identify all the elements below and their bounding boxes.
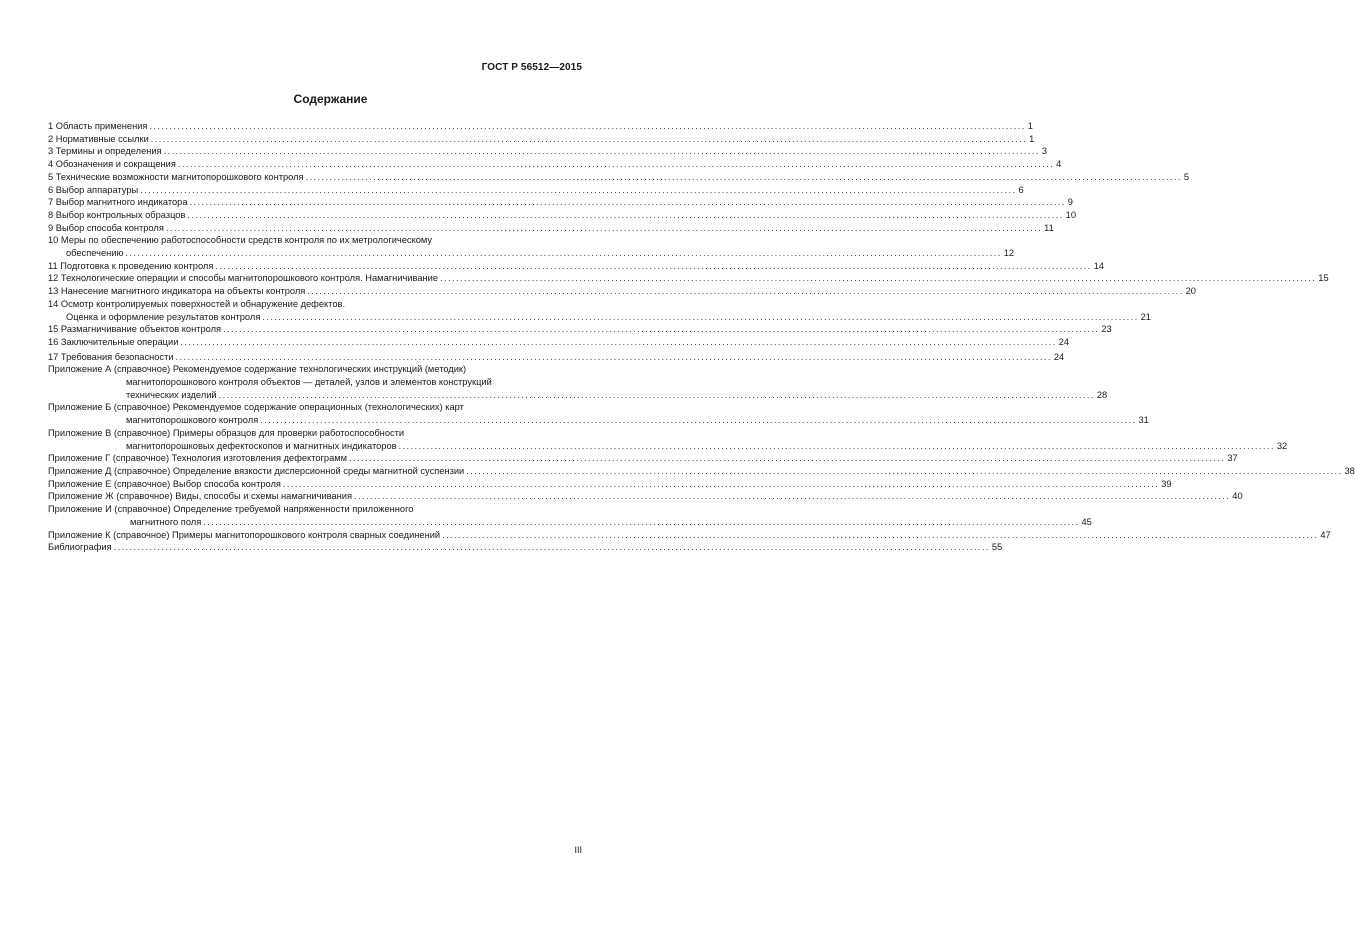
toc-leader-dots: ............................................................................................................................................................................................................................ [180,336,1057,347]
toc-page-number: 28 [1096,389,1108,400]
toc-leader-dots: ............................................................................................................................................................................................................................ [189,197,1066,208]
toc-entry-line: Приложение Б (справочное) Рекомендуемое содержание операционных (технологических) карт [48,402,464,413]
table-of-contents [48,120,1355,554]
toc-page-number: 15 [1318,273,1329,284]
toc-page-number: 31 [1138,415,1149,426]
toc-leader-dots: ............................................................................................................................................................................................................................ [175,351,1052,362]
toc-leader-dots: ............................................................................................................................................................................................................................ [150,133,1028,144]
toc-page-number: 14 [1093,260,1104,271]
toc-entry-line: Приложение В (справочное) Примеры образцов для проверки работоспособности [48,427,405,438]
toc-leader-dots: ............................................................................................................................................................................................................................ [113,542,990,553]
toc-page-number: 4 [1056,159,1062,170]
toc-entry-title: магнитопорошкового контроля [126,415,259,426]
toc-leader-dots: ............................................................................................................................................................................................................................ [354,491,1231,502]
toc-entry[interactable] [48,541,1003,554]
toc-entry-title: Оценка и оформление результатов контроля [66,311,261,322]
toc-leader-dots: ............................................................................................................................................................................................................................ [163,146,1040,157]
toc-leader-dots: ............................................................................................................................................................................................................................ [218,389,1095,400]
toc-entry[interactable] [48,427,1288,452]
toc-leader-dots: ............................................................................................................................................................................................................................ [305,171,1182,182]
toc-entry[interactable] [48,465,1355,478]
toc-entry-title: 11 Подготовка к проведению контроля [48,260,214,271]
toc-entry-line: Приложение И (справочное) Определение требуемой напряженности приложенного [48,504,414,515]
toc-entry-title: Приложение Г (справочное) Технология изготовления дефектограмм [48,453,348,464]
toc-entry-title: Приложение К (справочное) Примеры магнитопорошкового контроля сварных соединений [48,529,441,540]
toc-leader-dots: ............................................................................................................................................................................................................................ [442,529,1319,540]
toc-entry-line: 10 Меры по обеспечению работоспособности средств контроля по их метрологическому [48,235,433,246]
toc-entry-title: Приложение Д (справочное) Определение вязкости дисперсионной среды магнитной суспензии [48,465,465,476]
toc-entry[interactable] [48,490,1243,503]
toc-entry-title: 9 Выбор способа контроля [48,222,164,233]
page-number: III [574,845,582,855]
toc-entry-title: Приложение Ж (справочное) Виды, способы и схемы намагничивания [48,491,353,502]
toc-entry-title: Приложение Е (справочное) Выбор способа контроля [48,478,281,489]
toc-entry-title: 4 Обозначения и сокращения [48,159,176,170]
toc-entry-line: Приложение А (справочное) Рекомендуемое содержание технологических инструкций (методик) [48,364,467,375]
toc-entry-title: 13 Нанесение магнитного индикатора на объекты контроля [48,286,306,297]
toc-leader-dots: ............................................................................................................................................................................................................................ [149,121,1026,131]
toc-entry[interactable] [48,260,1104,273]
toc-entry-title: Библиография [48,542,112,553]
toc-leader-dots: ............................................................................................................................................................................................................................ [215,260,1092,271]
toc-leader-dots: ............................................................................................................................................................................................................................ [203,516,1080,527]
toc-page-number: 32 [1276,440,1288,451]
toc-entry-title: 3 Термины и определения [48,146,162,157]
toc-page-number: 24 [1058,336,1070,347]
toc-entry[interactable] [48,120,1033,133]
toc-entry[interactable] [48,222,1054,235]
toc-entry[interactable] [48,196,1073,209]
toc-entry[interactable] [48,234,1015,259]
toc-entry-title: 6 Выбор аппаратуры [48,184,139,195]
toc-entry-title: магнитного поля [130,516,202,527]
toc-entry[interactable] [48,401,1149,426]
toc-entry[interactable] [48,184,1024,197]
toc-page-number: 6 [1018,184,1024,195]
toc-entry[interactable] [48,158,1062,171]
toc-leader-dots: ............................................................................................................................................................................................................................ [140,184,1017,195]
toc-entry-title: 1 Область применения [48,121,148,131]
toc-entry[interactable] [48,323,1112,336]
toc-page-number: 11 [1044,222,1054,233]
toc-page-number: 12 [1003,248,1015,259]
toc-entry-title: 12 Технологические операции и способы магнитопорошкового контроля. Намагничивание [48,273,439,284]
toc-entry-line: магнитопорошкового контроля объектов — деталей, узлов и элементов конструкций [126,377,492,388]
toc-entry[interactable] [48,336,1070,349]
toc-leader-dots: ............................................................................................................................................................................................................................ [177,159,1055,170]
toc-entry[interactable] [48,452,1238,465]
toc-entry[interactable] [48,133,1035,146]
toc-leader-dots: ............................................................................................................................................................................................................................ [398,440,1275,451]
toc-entry[interactable] [48,298,1151,323]
toc-page-number: 5 [1183,171,1190,182]
toc-leader-dots: ............................................................................................................................................................................................................................ [349,453,1226,464]
toc-entry-title: магнитопорошковых дефектоскопов и магнитных индикаторов [126,440,397,451]
toc-leader-dots: ............................................................................................................................................................................................................................ [262,311,1139,322]
toc-leader-dots: ............................................................................................................................................................................................................................ [307,286,1184,297]
toc-entry-title: 2 Нормативные ссылки [48,133,149,144]
toc-page-number: 23 [1101,324,1112,335]
toc-page-number: 1 [1029,133,1035,144]
toc-page-number: 9 [1067,197,1073,208]
toc-entry-title: 16 Заключительные операции [48,336,179,347]
toc-page-number: 37 [1227,453,1238,464]
toc-entry[interactable] [48,503,1092,528]
toc-entry-title: технических изделий [126,389,217,400]
toc-page-number: 40 [1232,491,1243,502]
toc-entry[interactable] [48,478,1172,491]
toc-entry[interactable] [48,209,1077,222]
toc-entry[interactable] [48,529,1331,542]
toc-page-number: 24 [1053,351,1065,362]
toc-leader-dots: ............................................................................................................................................................................................................................ [125,248,1002,259]
toc-entry[interactable] [48,272,1329,285]
page-title: Содержание [293,92,368,106]
toc-entry-title: 17 Требования безопасности [48,351,174,362]
toc-entry[interactable] [48,285,1196,298]
toc-entry[interactable] [48,351,1065,364]
toc-entry-title: 15 Размагничивание объектов контроля [48,324,222,335]
toc-page-number: 38 [1344,465,1355,476]
toc-entry-title: 7 Выбор магнитного индикатора [48,197,188,208]
toc-page-number: 39 [1161,478,1172,489]
toc-entry[interactable] [48,145,1048,158]
toc-leader-dots: ............................................................................................................................................................................................................................ [282,478,1160,489]
toc-page-number: 10 [1065,209,1077,220]
toc-page-number: 1 [1027,121,1033,131]
toc-page-number: 3 [1041,146,1048,157]
toc-entry-title: 5 Технические возможности магнитопорошкового контроля [48,171,304,182]
toc-entry-title: 8 Выбор контрольных образцов [48,209,186,220]
toc-page-number: 45 [1081,516,1092,527]
toc-leader-dots: ............................................................................................................................................................................................................................ [260,415,1137,426]
toc-entry[interactable] [48,363,1108,401]
toc-page-number: 20 [1185,286,1196,297]
toc-page-number: 55 [991,542,1003,553]
toc-page-number: 47 [1320,529,1331,540]
toc-page-number: 21 [1140,311,1151,322]
toc-leader-dots: ............................................................................................................................................................................................................................ [187,209,1064,220]
toc-entry-title: обеспечению [66,248,124,259]
toc-leader-dots: ............................................................................................................................................................................................................................ [223,324,1100,335]
toc-entry[interactable] [48,171,1190,184]
toc-entry-line: 14 Осмотр контролируемых поверхностей и обнаружение дефектов. [48,298,346,309]
toc-leader-dots: ............................................................................................................................................................................................................................ [466,465,1343,476]
document-id: ГОСТ Р 56512—2015 [481,62,582,73]
toc-leader-dots: ............................................................................................................................................................................................................................ [165,222,1043,233]
toc-leader-dots: ............................................................................................................................................................................................................................ [440,273,1317,284]
